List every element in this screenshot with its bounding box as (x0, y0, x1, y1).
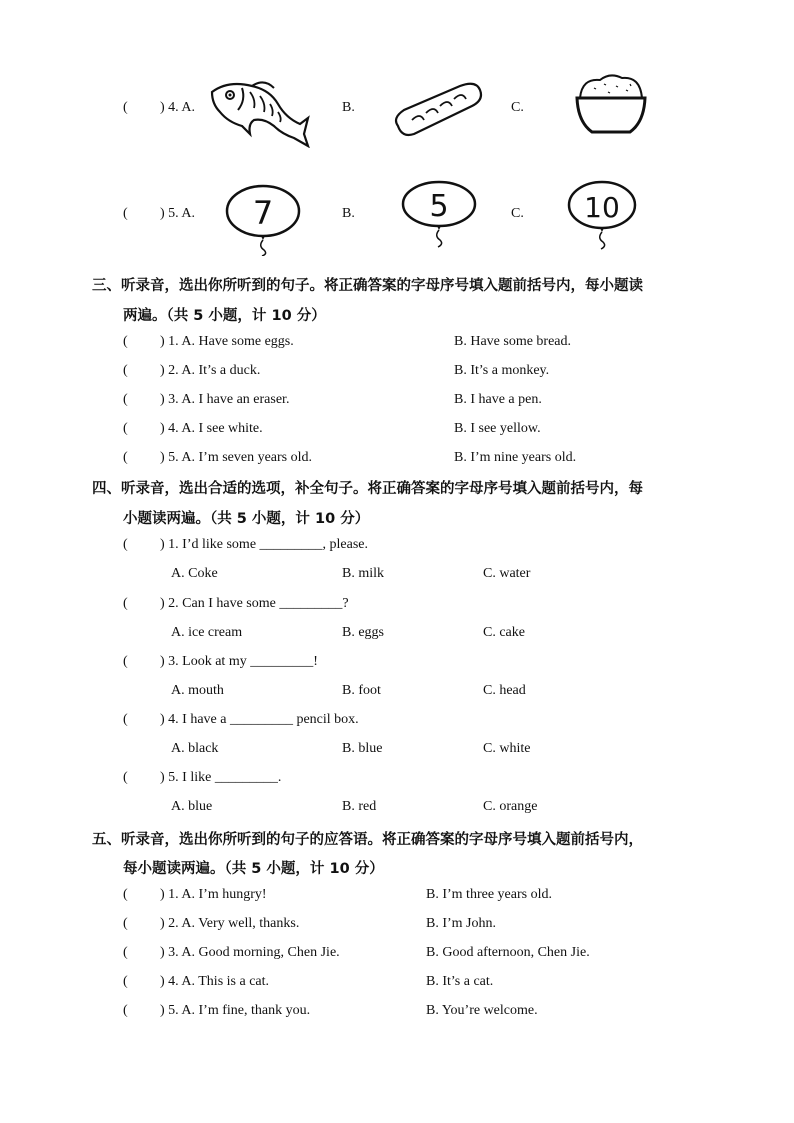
question-option-a: ) 1. A. I’m hungry! (160, 887, 267, 902)
option-b-label: B. (342, 206, 355, 221)
option-a: A. Coke (171, 566, 218, 581)
balloon-5-icon (400, 180, 478, 248)
answer-paren-open: ( (123, 363, 128, 378)
answer-paren-open: ( (123, 392, 128, 407)
answer-paren-open: ( (123, 334, 128, 349)
balloon-number: 10 (584, 191, 620, 224)
question-option-b: B. I’m three years old. (426, 887, 552, 902)
option-a: A. blue (171, 799, 213, 814)
question-option-b: B. I’m nine years old. (454, 450, 577, 465)
question-option-a: ) 1. A. Have some eggs. (160, 334, 294, 349)
section-heading-cont: 两遍。（共 5 小题，计 10 分） (123, 308, 326, 324)
question-text: ) 3. Look at my _________! (160, 654, 318, 669)
answer-paren-open: ( (123, 770, 128, 785)
answer-paren-open: ( (123, 206, 128, 221)
option-b: B. foot (342, 683, 381, 698)
question-option-a: ) 3. A. Good morning, Chen Jie. (160, 945, 340, 960)
question-text: ) 2. Can I have some _________? (160, 596, 349, 611)
question-option-a: ) 5. A. I’m seven years old. (160, 450, 313, 465)
section-heading: 四、听录音，选出合适的选项，补全句子。将正确答案的字母序号填入题前括号内，每 (92, 481, 643, 497)
question-option-b: B. Have some bread. (454, 334, 572, 349)
option-a: A. black (171, 741, 219, 756)
section-heading: 三、听录音，选出你所听到的句子。将正确答案的字母序号填入题前括号内，每小题读 (92, 278, 643, 294)
question-text: ) 1. I’d like some _________, please. (160, 537, 369, 552)
answer-paren-open: ( (123, 974, 128, 989)
section-heading: 五、听录音，选出你所听到的句子的应答语。将正确答案的字母序号填入题前括号内， (92, 832, 643, 848)
question-option-a: ) 2. A. It’s a duck. (160, 363, 261, 378)
section-heading-cont: 小题读两遍。（共 5 小题，计 10 分） (123, 511, 370, 527)
fish-icon (208, 78, 312, 148)
question-option-a: ) 4. A. I see white. (160, 421, 263, 436)
question-option-b: B. I’m John. (426, 916, 496, 931)
answer-paren-open: ( (123, 945, 128, 960)
question-option-b: B. I see yellow. (454, 421, 541, 436)
option-b: B. milk (342, 566, 385, 581)
question-option-a: ) 4. A. This is a cat. (160, 974, 270, 989)
option-c: C. head (483, 683, 526, 698)
question-text: ) 5. I like _________. (160, 770, 282, 785)
question-option-b: B. It’s a cat. (426, 974, 494, 989)
question-text: ) 4. I have a _________ pencil box. (160, 712, 359, 727)
answer-paren-open: ( (123, 537, 128, 552)
option-b-label: B. (342, 100, 355, 115)
balloon-10-icon (566, 180, 638, 250)
section-heading-cont: 每小题读两遍。（共 5 小题，计 10 分） (123, 861, 384, 877)
option-c: C. white (483, 741, 531, 756)
answer-paren-open: ( (123, 421, 128, 436)
answer-paren-open: ( (123, 654, 128, 669)
question-option-b: B. I have a pen. (454, 392, 542, 407)
bread-icon (390, 80, 486, 140)
answer-paren-open: ( (123, 596, 128, 611)
answer-paren-open: ( (123, 712, 128, 727)
option-b: B. blue (342, 741, 383, 756)
question-number: ) 4. A. (160, 100, 195, 115)
option-c: C. orange (483, 799, 538, 814)
option-a: A. ice cream (171, 625, 243, 640)
rice-bowl-icon (574, 70, 648, 142)
option-c: C. cake (483, 625, 525, 640)
answer-paren-open: ( (123, 887, 128, 902)
balloon-number: 5 (429, 189, 449, 224)
option-c-label: C. (511, 100, 524, 115)
question-option-a: ) 5. A. I’m fine, thank you. (160, 1003, 311, 1018)
balloon-number: 7 (252, 194, 274, 232)
option-c: C. water (483, 566, 531, 581)
option-b: B. red (342, 799, 377, 814)
answer-paren-open: ( (123, 916, 128, 931)
answer-paren-open: ( (123, 1003, 128, 1018)
option-c-label: C. (511, 206, 524, 221)
question-number: ) 5. A. (160, 206, 195, 221)
question-option-b: B. You’re welcome. (426, 1003, 538, 1018)
question-option-a: ) 3. A. I have an eraser. (160, 392, 290, 407)
balloon-7-icon (224, 184, 302, 256)
answer-paren-open: ( (123, 100, 128, 115)
question-option-b: B. It’s a monkey. (454, 363, 550, 378)
question-option-b: B. Good afternoon, Chen Jie. (426, 945, 590, 960)
answer-paren-open: ( (123, 450, 128, 465)
option-a: A. mouth (171, 683, 224, 698)
option-b: B. eggs (342, 625, 384, 640)
question-option-a: ) 2. A. Very well, thanks. (160, 916, 300, 931)
